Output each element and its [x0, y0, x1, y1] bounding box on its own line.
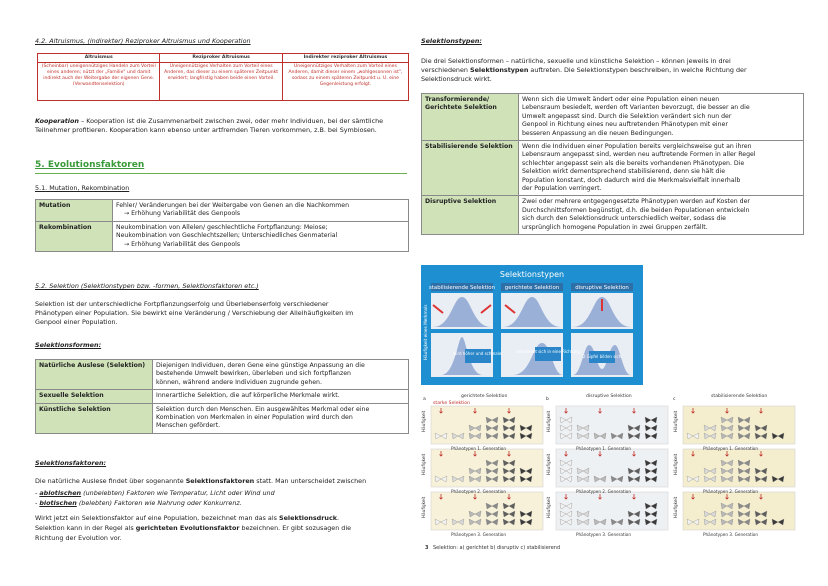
selection-forms-table — [35, 359, 409, 434]
selection-text-2: Phänotypen einer Population. Sie bewirkt eine Veränderung / Verschiebung der Allelhäufigkeiten im — [35, 309, 354, 317]
altruism-cell-2: Uneigennütziges Verhalten zum Vorteil eines Anderen, das dieser zu einem späteren Zeitpunkt erwidert; langfristig haben beide einen Vorteil. — [160, 63, 282, 101]
type-row-directional — [422, 94, 804, 141]
form-desc-natural: Diejenigen Individuen, deren Gene eine günstige Anpassung an die bestehende Umwelt bewirken, überleben und sich fortpflanzen können, während andere Individuen zugrunde gehen. — [153, 360, 409, 390]
section-5-heading: 5. Evolutionsfaktoren — [35, 160, 145, 170]
gen-label-c3: Phänotypen 3. Generation — [703, 532, 758, 537]
section-5-rule — [35, 173, 407, 174]
butterfly-generations-figure — [421, 392, 804, 552]
form-key-artificial: Künstliche Selektion — [36, 403, 153, 433]
factors-line-1: Die natürliche Auslese findet über sogenannte Selektionsfaktoren statt. Man unterscheidet zwischen — [35, 477, 367, 485]
panel-2-title: gerichtete Selektion — [504, 285, 560, 291]
y-label-c2: Häufigkeit — [673, 453, 678, 475]
gen-label-b3: Phänotypen 3. Generation — [576, 532, 631, 537]
altruism-table — [37, 53, 409, 101]
type-row-stabilizing — [422, 141, 804, 196]
form-key-natural: Natürliche Auslese (Selektion) — [36, 360, 153, 390]
selection-text-1: Selektion ist der unterschiedliche Fortpflanzungserfolg und Überlebenserfolg verschiedener — [35, 300, 329, 308]
gen-label-a2: Phänotypen 2. Generation — [451, 489, 506, 494]
butterfly-panels — [431, 406, 795, 530]
y-label-c3: Häufigkeit — [673, 496, 678, 518]
section-5-1-heading: 5.1. Mutation, Rekombination — [35, 184, 130, 192]
section-5-2-heading: 5.2. Selektion (Selektionstypen bzw. -formen, Selektionsfaktoren etc.) — [35, 282, 259, 290]
y-label-b2: Häufigkeit — [546, 453, 551, 475]
form-desc-artificial: Selektion durch den Menschen. Ein ausgewähltes Merkmal oder eine Kombination von Merkmalen in einer Population wird durch den Menschen gefördert. — [153, 403, 409, 433]
factors-line-abiotic: - abiotischen (unbelebten) Faktoren wie Temperatur, Licht oder Wind und — [35, 489, 275, 497]
panel-b-label: b — [546, 397, 549, 402]
form-row-artificial — [36, 403, 409, 433]
caption-text: Selektion: a) gerichtet b) disruptiv c) stabilisierend — [433, 545, 561, 551]
y-label-a3: Häufigkeit — [421, 496, 426, 518]
type-row-disruptive — [422, 196, 804, 235]
gen-label-b1: Phänotypen 1. Generation — [576, 446, 631, 451]
panel-3-title: disruptive Selektion — [575, 285, 629, 291]
strong-selection-legend: starke Selektion — [433, 401, 470, 406]
figure-title: Selektionstypen — [499, 270, 565, 279]
mutation-row — [36, 200, 409, 222]
selection-text-3: Genpool einer Population. — [35, 318, 118, 326]
gen-label-b2: Phänotypen 2. Generation — [576, 489, 631, 494]
altruism-header-1: Altruismus — [38, 54, 160, 63]
panel-c-label: c — [673, 397, 676, 402]
altruism-cell-1: (Scheinbar) uneigennütziges Handeln zum Vorteil eines anderen; nützt der „Familie" und damit indirekt auch der Weitergabe der eigenen Gene. (Verwandtenselektion) — [38, 63, 160, 101]
panel-1-title: stabilisierende Selektion — [428, 285, 496, 291]
cooperation-term: Kooperation — [35, 117, 79, 125]
factors-line-directed: Selektion kann in der Regel als gerichteten Evolutionsfaktor bezeichnen. Er gibt sozusagen die — [35, 524, 352, 532]
selektionsformen-heading: Selektionsformen: — [35, 341, 102, 349]
form-row-natural — [36, 360, 409, 390]
selection-types-figure — [421, 265, 643, 385]
altruism-cell-3: Uneigennütziges Verhalten zum Vorteil eines Anderen, damit dieser einem „wohlgesonnen ist", sodass zu einem späteren Zeitpunkt u. U. eine Gegenleistung erfolgt. — [282, 63, 408, 101]
caption-number: 3 — [425, 545, 429, 551]
recombination-row — [36, 221, 409, 251]
types-intro-1: Die drei Selektionsformen – natürliche, sexuelle und künstliche Selektion – können jeweils in drei — [421, 57, 731, 65]
type-key-directional: Transformierende/ Gerichtete Selektion — [422, 94, 519, 141]
factors-line-biotic: - biotischen (belebten) Faktoren wie Nahrung oder Konkurrenz. — [35, 499, 242, 507]
recombination-desc: Neukombination von Allelen/ geschlechtliche Fortpflanzung: Meiose; Neukombination von Geschlechtszellen; Unterschiedliches Genmaterial → Erhöhung Variabilität des Genpools — [113, 221, 409, 251]
panel-a-title: gerichtete Selektion — [461, 394, 508, 399]
cooperation-text-1: – Kooperation ist die Zusammenarbeit zwischen zwei, oder mehr Individuen, bei der sämtliche — [78, 117, 384, 125]
y-label-c1: Häufigkeit — [673, 410, 678, 432]
altruism-header-2: Reziproker Altruismus — [160, 54, 282, 63]
type-key-disruptive: Disruptive Selektion — [422, 196, 519, 235]
gen-label-a1: Phänotypen 1. Generation — [451, 446, 506, 451]
note-2: verschiebt sich in eine Richtung — [515, 349, 581, 354]
selection-types-table — [421, 93, 804, 235]
form-key-sexual: Sexuelle Selektion — [36, 390, 153, 403]
factors-line-direction: Richtung der Evolution vor. — [35, 534, 122, 542]
figure-y-label: Häufigkeit eines Merkmals — [423, 304, 428, 360]
form-row-sexual — [36, 390, 409, 403]
note-1: wird höher und schmaler — [453, 351, 503, 356]
types-intro-3: Selektionsdruck wirkt. — [421, 75, 492, 83]
section-4-2-heading: 4.2. Altruismus, (indirekter) Reziproker Altruismus und Kooperation — [35, 37, 251, 45]
gen-label-c1: Phänotypen 1. Generation — [703, 446, 758, 451]
mutation-key: Mutation — [36, 200, 113, 222]
types-intro-2: verschiedenen Selektionstypen auftreten. Die Selektionstypen beschreiben, in welche Richtung der — [421, 66, 747, 74]
type-key-stabilizing: Stabilisierende Selektion — [422, 141, 519, 196]
form-desc-sexual: Innerartliche Selektion, die auf körperliche Merkmale wirkt. — [153, 390, 409, 403]
panel-b-title: disruptive Selektion — [586, 394, 632, 399]
y-label-b3: Häufigkeit — [546, 496, 551, 518]
gen-label-a3: Phänotypen 3. Generation — [451, 532, 506, 537]
type-desc-disruptive: Zwei oder mehrere entgegengesetzte Phänotypen werden auf Kosten der Durchschnittsformen begünstigt, d.h. die beiden Populationen entwickeln sich durch den Selektionsdruck unterschiedlich weiter, sodass die ursprünglich homogene Population in zwei Gruppen zerfällt. — [519, 196, 804, 235]
panel-c-title: stabilisierende Selektion — [711, 394, 768, 399]
factors-line-pressure: Wirkt jetzt ein Selektionsfaktor auf eine Population, bezeichnet man das als Selektionsdruck. — [35, 514, 340, 522]
recombination-key: Rekombination — [36, 221, 113, 251]
mutation-table — [35, 199, 409, 252]
mutation-desc: Fehler/ Veränderungen bei der Weitergabe von Genen an die Nachkommen → Erhöhung Variabilität des Genpools — [113, 200, 409, 222]
note-3: 2 Gipfel bilden sich — [582, 354, 622, 359]
y-label-a2: Häufigkeit — [421, 453, 426, 475]
selektionsfaktoren-heading: Selektionsfaktoren: — [35, 459, 107, 467]
selektionstypen-heading: Selektionstypen: — [421, 37, 482, 45]
y-label-a1: Häufigkeit — [421, 410, 426, 432]
y-label-b1: Häufigkeit — [546, 410, 551, 432]
cooperation-line-2: Teilnehmer profitieren. Kooperation kann ebenso unter artfremden Tieren vorkommen, z.B. bei Symbiosen. — [35, 126, 377, 134]
altruism-header-3: Indirekter reziproker Altruismus — [282, 54, 408, 63]
gen-label-c2: Phänotypen 2. Generation — [703, 489, 758, 494]
panel-a-label: a — [423, 397, 426, 402]
type-desc-stabilizing: Wenn die Individuen einer Population bereits vergleichsweise gut an ihren Lebensraum angepasst sind, werden neu auftretende Formen in aller Regel schlechter angepasst sein als die bereits vorhandenen Phänotypen. Die Selektion wirkt dementsprechend stabilisierend, denn sie hält die Population konstant, doch dadurch wird die Merkmalsvielfalt innerhalb der Population verringert. — [519, 141, 804, 196]
cooperation-line-1 — [35, 117, 383, 126]
type-desc-directional: Wenn sich die Umwelt ändert oder eine Population einen neuen Lebensraum besiedelt, werden oft Varianten bevorzugt, die besser an die Umwelt angepasst sind. Durch die Selektion verändert sich nun der Genpool in Richtung eines neu auftretenden Phänotypen mit einer besseren Anpassung an die neuen Bedingungen. — [519, 94, 804, 141]
